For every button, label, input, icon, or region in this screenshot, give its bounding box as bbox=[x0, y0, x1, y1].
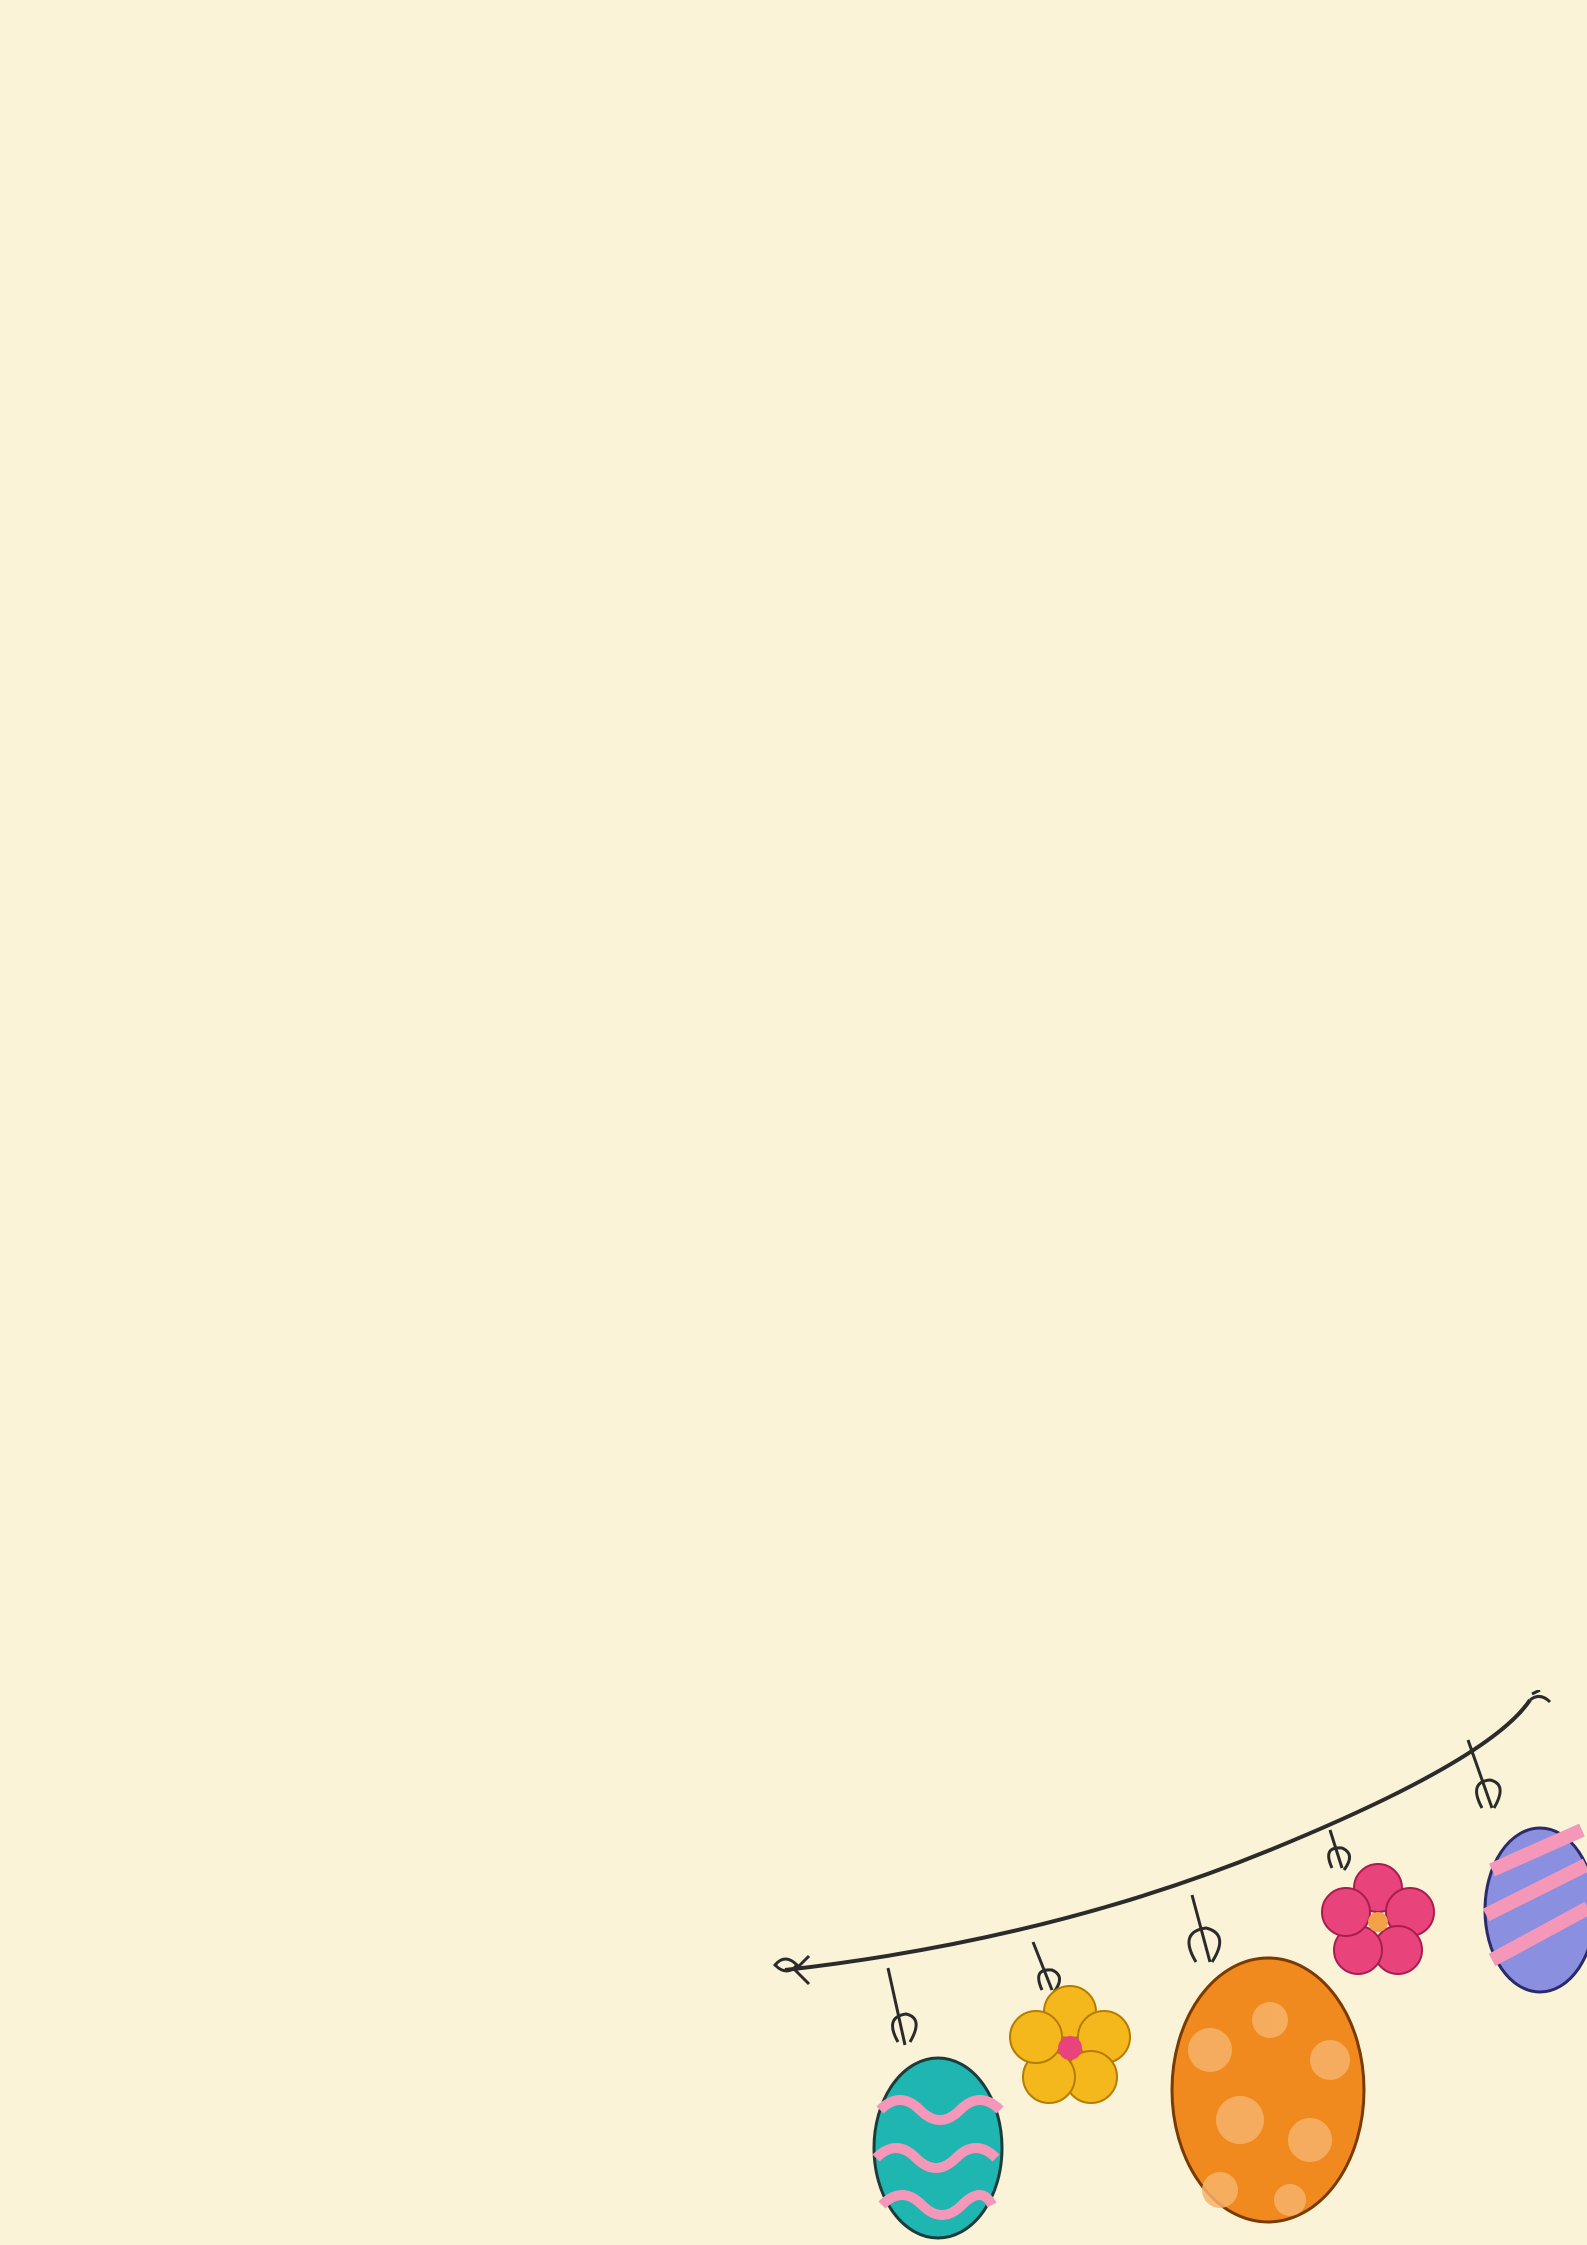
menu-section bbox=[0, 735, 1587, 775]
purple-egg-icon bbox=[1468, 1740, 1587, 1992]
pink-flower-icon bbox=[1322, 1830, 1434, 1974]
easter-bunting-icon bbox=[770, 1690, 1587, 2245]
brand-logo bbox=[330, 230, 1480, 670]
teal-egg-icon bbox=[874, 1968, 1002, 2238]
yellow-flower-icon bbox=[1010, 1942, 1130, 2103]
olive-branch-bottom-icon bbox=[0, 1860, 600, 2245]
